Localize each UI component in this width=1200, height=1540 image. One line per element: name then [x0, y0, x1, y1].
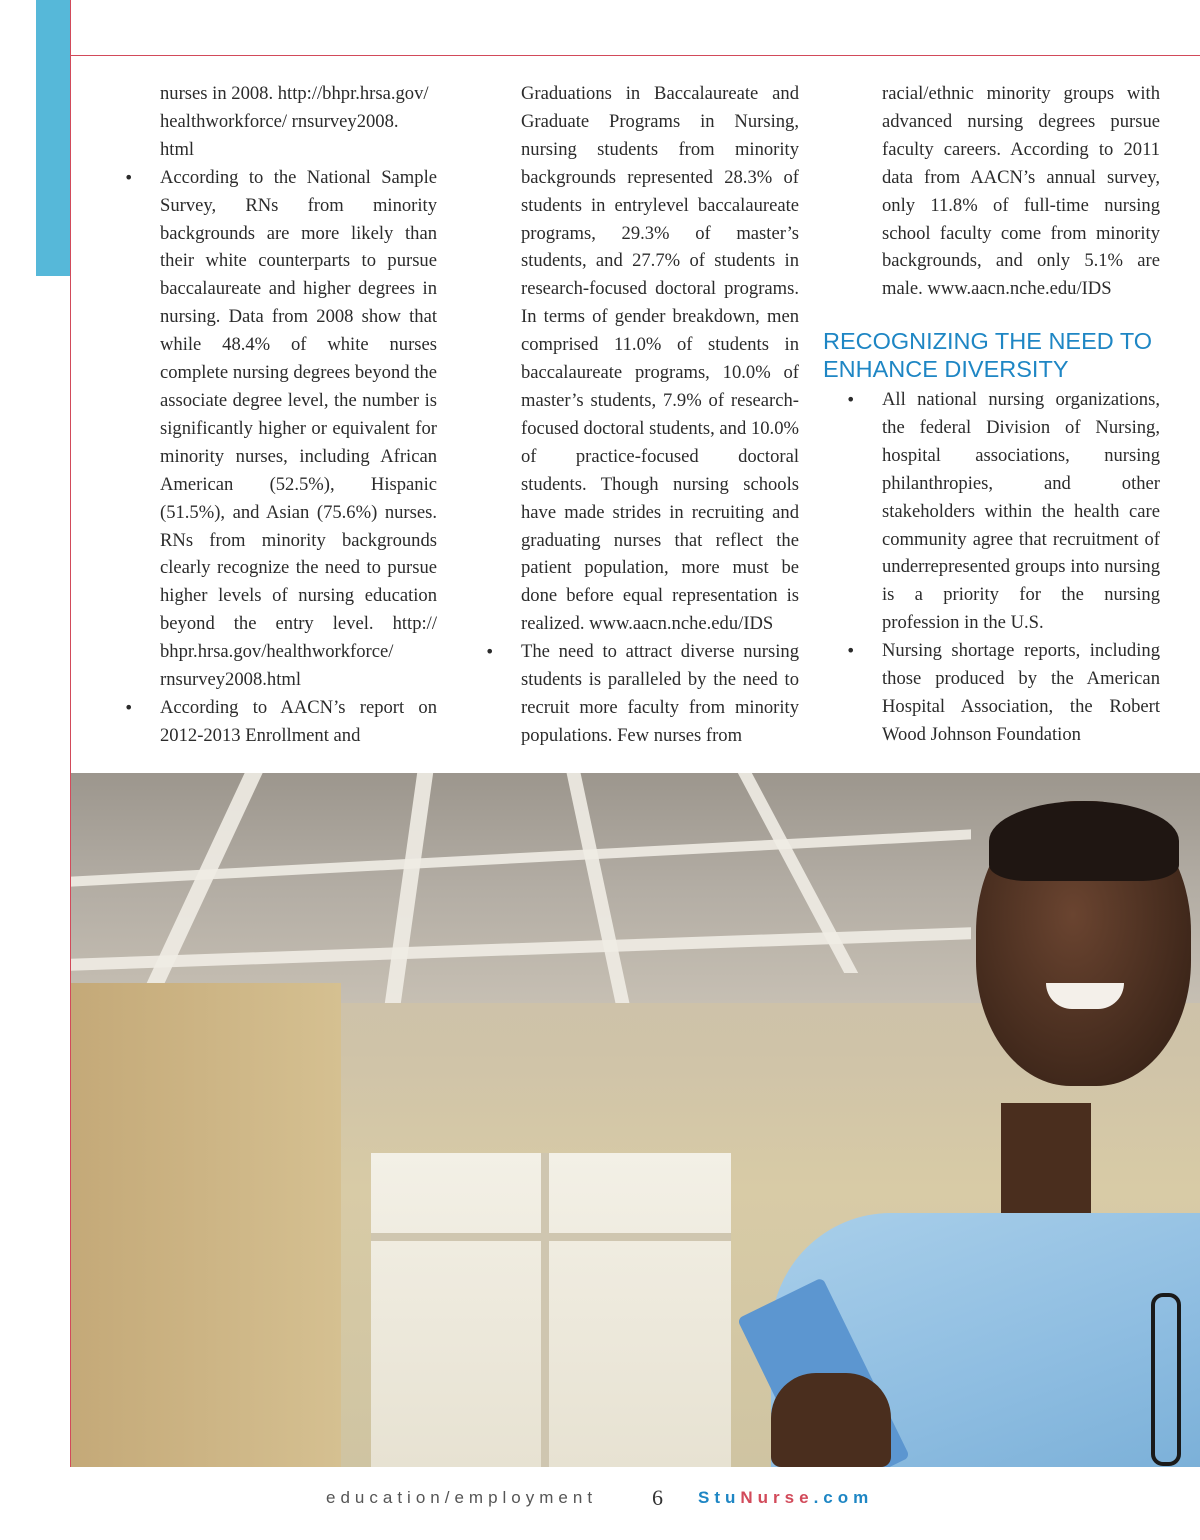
footer-brand [698, 1486, 873, 1510]
list-item: • According to AACN’s report on 2012-2013 Enrollment and [160, 694, 437, 750]
paragraph: Graduations in Baccalaureate and Graduate Programs in Nursing, nursing students from minority backgrounds represented 28.3% of students in entrylevel baccalaureate programs, 29.3% of master’s students, and 27.7% of students in research-focused doctoral programs. In terms of gender breakdown, men comprised 11.0% of students in baccalaureate programs, 10.0% of master’s students, 7.9% of research-focused doctoral students, and 10.0% of practice-focused doctoral students. Though nursing schools have made strides in recruiting and graduating nurses that reflect the patient population, more must be done before equal representation is realized. www.aacn.nche.edu/IDS [521, 83, 799, 635]
brand-part: .com [813, 1488, 874, 1507]
column-3 [882, 80, 1160, 303]
wall [71, 983, 341, 1467]
window [371, 1153, 731, 1467]
page-number: 6 [652, 1485, 663, 1510]
paragraph: nurses in 2008. http://bhpr.hrsa.gov/ healthworkforce/ rnsurvey2008. html [160, 83, 429, 160]
column-1 [160, 80, 437, 750]
hair [989, 801, 1179, 881]
brand-part: Nurse [740, 1488, 814, 1507]
bullet-list [882, 386, 1160, 749]
paragraph: racial/ethnic minority groups with advanced nursing degrees pursue faculty careers. According to 2011 data from AACN’s annual survey, only 11.8% of full-time nursing school faculty come from minority backgrounds, and only 5.1% are male. www.aacn.nche.edu/IDS [882, 83, 1160, 300]
column-3-continued [882, 386, 1160, 749]
window-frame [541, 1153, 549, 1467]
section-heading: RECOGNIZING THE NEED TO ENHANCE DIVERSITY [823, 328, 1153, 382]
list-item: • The need to attract diverse nursing students is paralleled by the need to recruit more faculty from minority populations. Few nurses from [521, 638, 799, 750]
glasses-icon [1151, 1293, 1181, 1466]
column-2 [521, 80, 799, 750]
nurse-photo [71, 773, 1200, 1467]
hand [771, 1373, 891, 1467]
brand-part: Stu [698, 1488, 741, 1507]
list-item: • Nursing shortage reports, including those produced by the American Hospital Association, the Robert Wood Johnson Foundation [882, 637, 1160, 749]
accent-bar [36, 0, 70, 276]
bullet-list [160, 164, 437, 750]
top-rule [70, 55, 1200, 56]
list-item: • All national nursing organizations, the federal Division of Nursing, hospital associations, nursing philanthropies, and other stakeholders within the health care community agree that recruitment of underrepresented groups into nursing is a priority for the nursing profession in the U.S. [882, 386, 1160, 637]
footer-section-label: education/employment [326, 1488, 598, 1507]
bullet-list [521, 638, 799, 750]
window-frame [371, 1233, 731, 1241]
list-item: • According to the National Sample Survey, RNs from minority backgrounds are more likely than their white counterparts to pursue baccalaureate and higher degrees in nursing. Data from 2008 show that while 48.4% of white nurses complete nursing degrees beyond the associate degree level, the number is significantly higher or equivalent for minority nurses, including African American (52.5%), Hispanic (51.5%), and Asian (75.6%) nurses. RNs from minority backgrounds clearly recognize the need to pursue higher levels of nursing education beyond the entry level. http:// bhpr.hrsa.gov/healthworkforce/ rnsurvey2008.html [160, 164, 437, 694]
